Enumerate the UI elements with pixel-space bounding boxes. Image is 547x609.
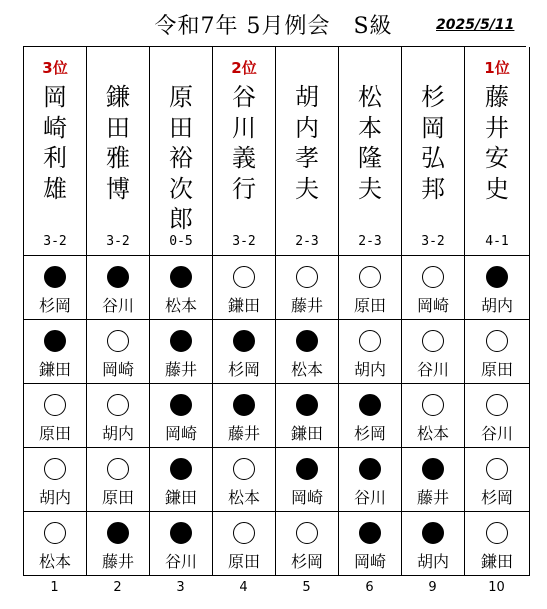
opponent-name: 岡崎 <box>290 488 323 507</box>
loss-circle-icon <box>44 394 66 416</box>
player-name-char: 夫 <box>358 174 382 203</box>
win-circle-icon <box>170 394 192 416</box>
player-record: 2-3 <box>358 234 382 249</box>
player-name-char: 隆 <box>358 144 382 172</box>
player-name <box>339 82 401 204</box>
player-number-row <box>23 580 525 595</box>
loss-circle-icon <box>233 522 255 544</box>
result-cell <box>339 512 402 576</box>
opponent-name: 胡内 <box>101 424 134 443</box>
player-name-char: 弘 <box>421 144 445 172</box>
round-row <box>24 384 526 448</box>
opponent-name: 藤井 <box>164 360 197 379</box>
opponent-name: 松本 <box>164 296 197 315</box>
result-cell <box>87 256 150 320</box>
opponent-name: 杉岡 <box>227 360 260 379</box>
opponent-name: 松本 <box>227 488 260 507</box>
win-circle-icon <box>170 522 192 544</box>
opponent-name: 鎌田 <box>290 424 323 443</box>
result-cell <box>402 320 465 384</box>
win-circle-icon <box>233 394 255 416</box>
opponent-name: 藤井 <box>101 552 134 571</box>
loss-circle-icon <box>422 330 444 352</box>
player-column-header <box>402 47 465 256</box>
player-number: 3 <box>176 580 185 595</box>
loss-circle-icon <box>296 522 318 544</box>
player-number: 2 <box>113 580 122 595</box>
win-circle-icon <box>422 522 444 544</box>
result-cell <box>339 320 402 384</box>
result-cell <box>150 512 213 576</box>
win-circle-icon <box>107 522 129 544</box>
opponent-name: 藤井 <box>290 296 323 315</box>
player-name <box>276 82 338 204</box>
result-cell <box>402 512 465 576</box>
player-name-char: 本 <box>358 113 382 142</box>
player-name-char: 崎 <box>43 113 67 142</box>
loss-circle-icon <box>486 522 508 544</box>
player-column-header <box>150 47 213 256</box>
result-cell <box>213 320 276 384</box>
player-name-char: 次 <box>169 174 193 203</box>
opponent-name: 杉岡 <box>353 424 386 443</box>
result-cell <box>213 384 276 448</box>
player-name-char: 行 <box>232 174 256 203</box>
opponent-name: 原田 <box>353 296 386 315</box>
result-cell <box>213 448 276 512</box>
opponent-name: 鎌田 <box>164 488 197 507</box>
result-cell <box>213 512 276 576</box>
player-header-row <box>24 47 526 256</box>
loss-circle-icon <box>359 266 381 288</box>
player-name-char: 孝 <box>295 144 319 172</box>
result-cell <box>465 448 530 512</box>
player-name-char: 安 <box>485 144 509 172</box>
round-row <box>24 448 526 512</box>
result-cell <box>24 384 87 448</box>
opponent-name: 谷川 <box>164 552 197 571</box>
round-rows <box>24 256 526 576</box>
opponent-name: 胡内 <box>38 488 71 507</box>
player-name-char: 博 <box>106 174 130 203</box>
result-cell <box>87 448 150 512</box>
player-number: 5 <box>302 580 311 595</box>
player-record: 4-1 <box>485 234 509 249</box>
loss-circle-icon <box>486 458 508 480</box>
opponent-name: 岡崎 <box>353 552 386 571</box>
player-name <box>150 82 212 235</box>
result-cell <box>465 320 530 384</box>
opponent-name: 岡崎 <box>164 424 197 443</box>
win-circle-icon <box>170 266 192 288</box>
win-circle-icon <box>296 330 318 352</box>
round-row <box>24 320 526 384</box>
result-cell <box>150 320 213 384</box>
opponent-name: 松本 <box>416 424 449 443</box>
round-row <box>24 512 526 576</box>
player-name-char: 利 <box>43 144 67 172</box>
result-cell <box>24 256 87 320</box>
player-record: 2-3 <box>295 234 319 249</box>
result-cell <box>339 448 402 512</box>
player-name-char: 裕 <box>169 144 193 172</box>
player-column-header <box>24 47 87 256</box>
player-name-char: 夫 <box>295 174 319 203</box>
opponent-name: 谷川 <box>101 296 134 315</box>
win-circle-icon <box>170 458 192 480</box>
result-cell <box>150 256 213 320</box>
loss-circle-icon <box>233 266 255 288</box>
opponent-name: 胡内 <box>480 296 513 315</box>
win-circle-icon <box>296 394 318 416</box>
result-cell <box>465 384 530 448</box>
result-cell <box>87 320 150 384</box>
result-cell <box>402 448 465 512</box>
opponent-name: 岡崎 <box>101 360 134 379</box>
loss-circle-icon <box>44 522 66 544</box>
player-name-char: 岡 <box>421 113 445 142</box>
loss-circle-icon <box>107 458 129 480</box>
loss-circle-icon <box>422 266 444 288</box>
player-name <box>213 82 275 204</box>
opponent-name: 谷川 <box>480 424 513 443</box>
opponent-name: 杉岡 <box>38 296 71 315</box>
result-cell <box>150 448 213 512</box>
result-cell <box>276 256 339 320</box>
result-cell <box>24 512 87 576</box>
player-name-char: 鎌 <box>106 83 130 111</box>
result-cell <box>276 320 339 384</box>
opponent-name: 原田 <box>227 552 260 571</box>
opponent-name: 原田 <box>101 488 134 507</box>
opponent-name: 胡内 <box>416 552 449 571</box>
player-record: 3-2 <box>232 234 256 249</box>
player-name-char: 川 <box>232 113 256 142</box>
player-name-char: 杉 <box>421 83 445 111</box>
win-circle-icon <box>359 394 381 416</box>
opponent-name: 鎌田 <box>480 552 513 571</box>
win-circle-icon <box>359 522 381 544</box>
win-circle-icon <box>296 458 318 480</box>
player-column-header <box>339 47 402 256</box>
player-name-char: 谷 <box>232 83 256 111</box>
player-column-header <box>213 47 276 256</box>
loss-circle-icon <box>296 266 318 288</box>
player-name <box>402 82 464 204</box>
player-name <box>24 82 86 204</box>
loss-circle-icon <box>44 458 66 480</box>
result-cell <box>465 512 530 576</box>
player-name-char: 義 <box>232 144 256 172</box>
player-name-char: 田 <box>106 113 130 142</box>
player-record: 3-2 <box>106 234 130 249</box>
player-number: 4 <box>239 580 248 595</box>
player-record: 3-2 <box>421 234 445 249</box>
page-title: 令和7年 5月例会 S級 <box>154 14 393 39</box>
result-cell <box>24 448 87 512</box>
result-cell <box>87 384 150 448</box>
player-number: 9 <box>428 580 437 595</box>
opponent-name: 谷川 <box>416 360 449 379</box>
player-name-char: 郎 <box>169 205 193 233</box>
player-number: 6 <box>365 580 374 595</box>
player-record: 3-2 <box>43 234 67 249</box>
opponent-name: 藤井 <box>227 424 260 443</box>
player-rank: 3位 <box>42 59 68 77</box>
loss-circle-icon <box>486 394 508 416</box>
result-cell <box>339 256 402 320</box>
result-cell <box>276 448 339 512</box>
opponent-name: 杉岡 <box>290 552 323 571</box>
player-column-header <box>465 47 530 256</box>
opponent-name: 藤井 <box>416 488 449 507</box>
opponent-name: 松本 <box>38 552 71 571</box>
opponent-name: 谷川 <box>353 488 386 507</box>
opponent-name: 岡崎 <box>416 296 449 315</box>
result-cell <box>276 384 339 448</box>
round-row <box>24 256 526 320</box>
player-name-char: 原 <box>169 83 193 111</box>
opponent-name: 鎌田 <box>38 360 71 379</box>
result-cell <box>339 384 402 448</box>
loss-circle-icon <box>359 330 381 352</box>
loss-circle-icon <box>422 394 444 416</box>
win-circle-icon <box>359 458 381 480</box>
player-name-char: 田 <box>169 113 193 142</box>
opponent-name: 原田 <box>38 424 71 443</box>
result-cell <box>402 256 465 320</box>
player-name-char: 藤 <box>485 83 509 111</box>
loss-circle-icon <box>107 394 129 416</box>
result-cell <box>87 512 150 576</box>
opponent-name: 胡内 <box>353 360 386 379</box>
player-name-char: 胡 <box>295 83 319 111</box>
result-cell <box>465 256 530 320</box>
player-column-header <box>87 47 150 256</box>
player-record: 0-5 <box>169 234 193 249</box>
win-circle-icon <box>170 330 192 352</box>
win-circle-icon <box>107 266 129 288</box>
player-name-char: 井 <box>485 113 509 142</box>
player-name-char: 史 <box>485 174 509 203</box>
result-cell <box>213 256 276 320</box>
opponent-name: 原田 <box>480 360 513 379</box>
win-circle-icon <box>486 266 508 288</box>
opponent-name: 杉岡 <box>480 488 513 507</box>
loss-circle-icon <box>486 330 508 352</box>
player-name-char: 内 <box>295 113 319 142</box>
result-cell <box>276 512 339 576</box>
player-name <box>465 82 529 204</box>
win-circle-icon <box>233 330 255 352</box>
opponent-name: 鎌田 <box>227 296 260 315</box>
win-circle-icon <box>422 458 444 480</box>
player-rank: 1位 <box>484 59 510 77</box>
player-name-char: 邦 <box>421 174 445 203</box>
results-table <box>23 46 526 576</box>
event-date: 2025/5/11 <box>436 17 515 33</box>
player-number: 1 <box>50 580 59 595</box>
player-name <box>87 82 149 204</box>
player-number: 10 <box>488 580 505 595</box>
player-name-char: 雅 <box>106 144 130 172</box>
player-name-char: 松 <box>358 83 382 111</box>
win-circle-icon <box>44 266 66 288</box>
opponent-name: 松本 <box>290 360 323 379</box>
player-name-char: 岡 <box>43 83 67 111</box>
loss-circle-icon <box>107 330 129 352</box>
player-name-char: 雄 <box>43 174 67 203</box>
result-cell <box>402 384 465 448</box>
loss-circle-icon <box>233 458 255 480</box>
win-circle-icon <box>44 330 66 352</box>
player-column-header <box>276 47 339 256</box>
result-cell <box>24 320 87 384</box>
result-cell <box>150 384 213 448</box>
player-rank: 2位 <box>231 59 257 77</box>
